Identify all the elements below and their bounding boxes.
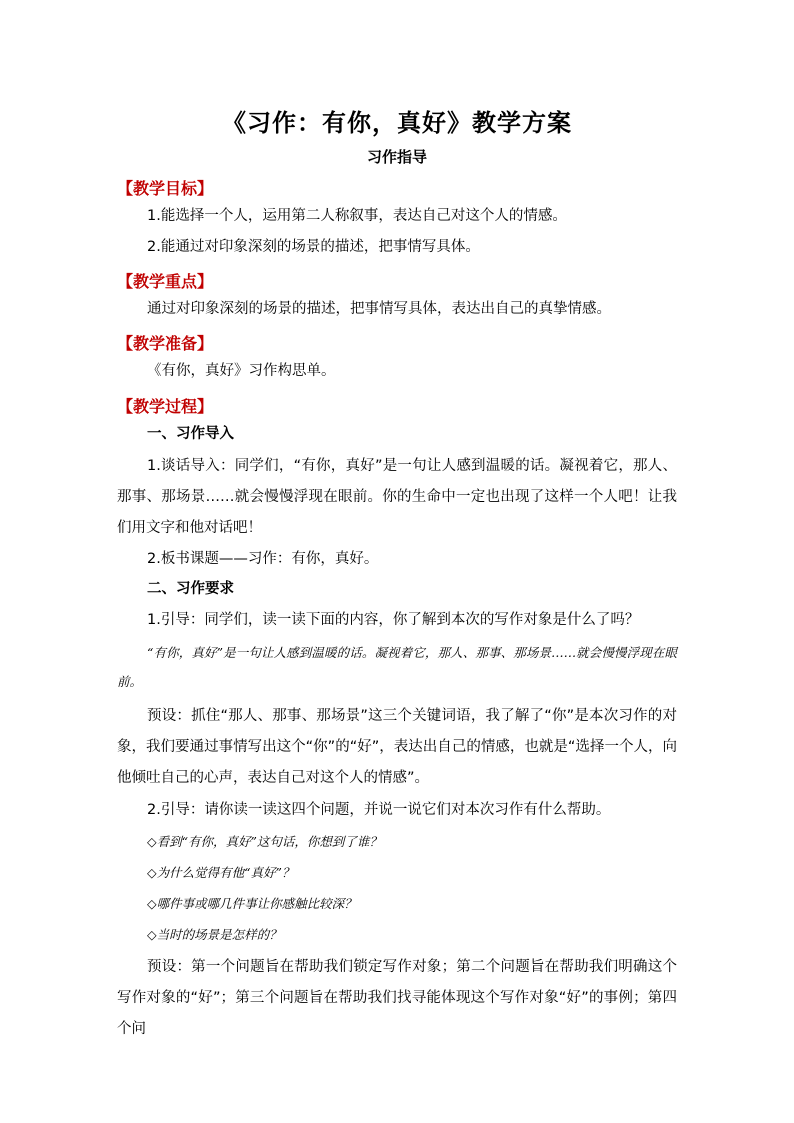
focus-text: 通过对印象深刻的场景的描述，把事情写具体，表达出自己的真挚情感。	[147, 301, 611, 317]
section-heading-prep: 【教学准备】	[117, 334, 214, 353]
quote-block: “有你，真好”是一句让人感到温暖的话。凝视着它，那人、那事、那场景……就会慢慢浮现在眼前。	[117, 645, 677, 689]
question-item-3: ◇哪件事或哪几件事让你感触比较深？	[147, 896, 357, 911]
goal-item-1: 1.能选择一个人，运用第二人称叙事，表达自己对这个人的情感。	[147, 208, 567, 224]
process-paragraph-2: 2.板书课题——习作：有你，真好。	[147, 551, 379, 567]
section-heading-goals: 【教学目标】	[117, 179, 214, 198]
page-title: 《习作：有你，真好》教学方案	[222, 109, 572, 137]
process-paragraph-5: 2.引导：请你读一读这四个问题，并说一说它们对本次习作有什么帮助。	[147, 802, 611, 818]
question-item-2: ◇为什么觉得有他“真好”？	[147, 865, 295, 880]
process-paragraph-4: 预设：抓住“那人、那事、那场景”这三个关键词语，我了解了“你”是本次习作的对象，我们要通过事情写出这个“你”的“好”，表达出自己的情感，也就是“选择一个人，向他倾吐自己的心声，表达自己对这个人的情感”。	[117, 708, 677, 786]
goal-item-2: 2.能通过对印象深刻的场景的描述，把事情写具体。	[147, 239, 480, 255]
process-paragraph-6: 预设：第一个问题旨在帮助我们锁定写作对象；第二个问题旨在帮助我们明确这个写作对象的“好”；第三个问题旨在帮助我们找寻能体现这个写作对象“好”的事例；第四个问	[117, 959, 677, 1037]
section-heading-focus: 【教学重点】	[117, 272, 214, 291]
section-heading-process: 【教学过程】	[117, 397, 214, 416]
question-item-4: ◇当时的场景是怎样的？	[147, 927, 282, 942]
process-paragraph-1: 1.谈话导入：同学们，“有你，真好”是一句让人感到温暖的话。凝视着它，那人、那事、那场景……就会慢慢浮现在眼前。你的生命中一定也出现了这样一个人吧！让我们用文字和他对话吧！	[117, 458, 677, 536]
part1-title: 一、习作导入	[147, 426, 234, 442]
page-subtitle: 习作指导	[366, 148, 427, 166]
prep-text: 《有你，真好》习作构思单。	[147, 363, 336, 379]
part2-title: 二、习作要求	[147, 581, 234, 597]
process-paragraph-3: 1.引导：同学们，读一读下面的内容，你了解到本次的写作对象是什么了吗？	[147, 612, 640, 628]
question-item-1: ◇看到“有你，真好”这句话，你想到了谁？	[147, 834, 382, 849]
